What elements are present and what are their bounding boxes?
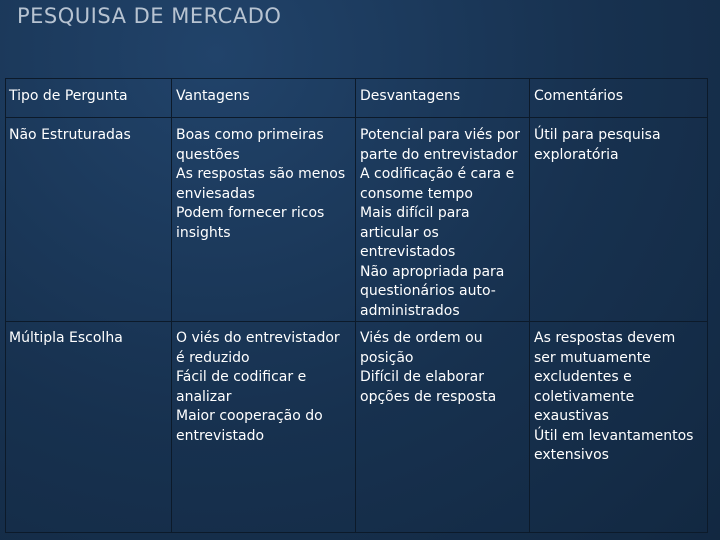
row-comments-cell: Útil para pesquisa exploratória bbox=[530, 118, 708, 322]
header-cell-advantages: Vantagens bbox=[172, 79, 356, 118]
row-advantages-cell: O viés do entrevistador é reduzido Fácil de codificar e analizar Maior cooperação do entrevistado bbox=[172, 322, 356, 533]
comparison-table bbox=[5, 78, 708, 533]
table-row bbox=[6, 322, 708, 533]
page-title: PESQUISA DE MERCADO bbox=[17, 4, 282, 28]
header-cell-type: Tipo de Pergunta bbox=[6, 79, 172, 118]
row-type-cell: Não Estruturadas bbox=[6, 118, 172, 322]
header-cell-disadvantages: Desvantagens bbox=[356, 79, 530, 118]
row-disadvantages-cell: Viés de ordem ou posição Difícil de elaborar opções de resposta bbox=[356, 322, 530, 533]
table-header-row bbox=[6, 79, 708, 118]
table-row bbox=[6, 118, 708, 322]
row-type-cell: Múltipla Escolha bbox=[6, 322, 172, 533]
header-cell-comments: Comentários bbox=[530, 79, 708, 118]
row-comments-cell: As respostas devem ser mutuamente excludentes e coletivamente exaustivas Útil em levantamentos extensivos bbox=[530, 322, 708, 533]
row-advantages-cell: Boas como primeiras questões As respostas são menos enviesadas Podem fornecer ricos insights bbox=[172, 118, 356, 322]
row-disadvantages-cell: Potencial para viés por parte do entrevistador A codificação é cara e consome tempo Mais difícil para articular os entrevistados Não apropriada para questionários auto- administrados bbox=[356, 118, 530, 322]
